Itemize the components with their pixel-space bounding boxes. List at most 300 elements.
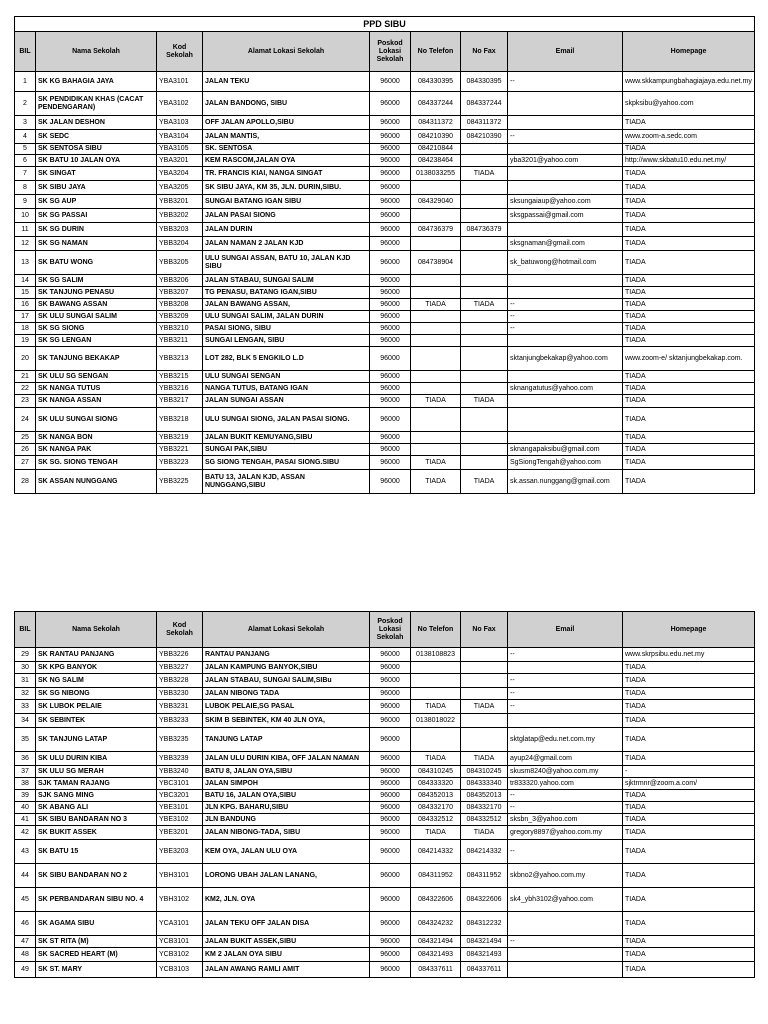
school-code-cell: YCB3102 bbox=[157, 948, 203, 962]
email-cell: -- bbox=[508, 323, 623, 335]
school-code-cell: YBB3228 bbox=[157, 674, 203, 688]
school-name-cell: SK LUBOK PELAIE bbox=[36, 700, 157, 714]
postcode-cell: 96000 bbox=[370, 936, 411, 948]
table-row bbox=[15, 728, 755, 752]
fax-cell: 084330395 bbox=[461, 72, 508, 92]
address-cell: JALAN DURIN bbox=[203, 223, 370, 237]
phone-cell bbox=[411, 688, 461, 700]
address-cell: LUBOK PELAIE,SG PASAL bbox=[203, 700, 370, 714]
school-name-cell: SK ULU SUNGAI SIONG bbox=[36, 408, 157, 432]
postcode-cell: 96000 bbox=[370, 766, 411, 778]
table-row bbox=[15, 936, 755, 948]
fax-cell: 084311952 bbox=[461, 864, 508, 888]
bil-cell: 47 bbox=[15, 936, 36, 948]
homepage-cell: TIADA bbox=[623, 662, 755, 674]
table-row bbox=[15, 662, 755, 674]
address-cell: PASAI SIONG, SIBU bbox=[203, 323, 370, 335]
address-cell: TR. FRANCIS KIAI, NANGA SINGAT bbox=[203, 167, 370, 181]
header-fax: No Fax bbox=[461, 612, 508, 648]
school-name-cell: SK TANJUNG LATAP bbox=[36, 728, 157, 752]
email-cell bbox=[508, 962, 623, 978]
email-cell: sknangatutus@yahoo.com bbox=[508, 383, 623, 395]
address-cell: TG PENASU, BATANG IGAN,SIBU bbox=[203, 287, 370, 299]
bil-cell: 49 bbox=[15, 962, 36, 978]
address-cell: SUNGAI LENGAN, SIBU bbox=[203, 335, 370, 347]
postcode-cell: 96000 bbox=[370, 116, 411, 130]
phone-cell: 084332170 bbox=[411, 802, 461, 814]
table-row bbox=[15, 223, 755, 237]
postcode-cell: 96000 bbox=[370, 223, 411, 237]
email-cell: sksgnaman@gmail.com bbox=[508, 237, 623, 251]
fax-cell bbox=[461, 662, 508, 674]
postcode-cell: 96000 bbox=[370, 962, 411, 978]
table-row bbox=[15, 155, 755, 167]
school-code-cell: YBB3227 bbox=[157, 662, 203, 674]
school-name-cell: SK TANJUNG BEKAKAP bbox=[36, 347, 157, 371]
header-alamat: Alamat Lokasi Sekolah bbox=[203, 32, 370, 72]
school-name-cell: SK ABANG ALI bbox=[36, 802, 157, 814]
postcode-cell: 96000 bbox=[370, 408, 411, 432]
bil-cell: 7 bbox=[15, 167, 36, 181]
homepage-cell: TIADA bbox=[623, 323, 755, 335]
homepage-cell: TIADA bbox=[623, 840, 755, 864]
homepage-cell: TIADA bbox=[623, 144, 755, 155]
table-row bbox=[15, 195, 755, 209]
table-row bbox=[15, 311, 755, 323]
email-cell: sknangapaksibu@gmail.com bbox=[508, 444, 623, 456]
homepage-cell: skpksibu@yahoo.com bbox=[623, 92, 755, 116]
fax-cell bbox=[461, 335, 508, 347]
fax-cell bbox=[461, 323, 508, 335]
email-cell: -- bbox=[508, 700, 623, 714]
postcode-cell: 96000 bbox=[370, 912, 411, 936]
phone-cell bbox=[411, 323, 461, 335]
postcode-cell: 96000 bbox=[370, 237, 411, 251]
page-title: PPD SIBU bbox=[15, 17, 755, 32]
header-alamat: Alamat Lokasi Sekolah bbox=[203, 612, 370, 648]
bil-cell: 1 bbox=[15, 72, 36, 92]
email-cell bbox=[508, 167, 623, 181]
fax-cell: 084312232 bbox=[461, 912, 508, 936]
email-cell bbox=[508, 144, 623, 155]
fax-cell bbox=[461, 383, 508, 395]
bil-cell: 21 bbox=[15, 371, 36, 383]
fax-cell: 084736379 bbox=[461, 223, 508, 237]
table-row bbox=[15, 688, 755, 700]
fax-cell: 084321494 bbox=[461, 936, 508, 948]
email-cell: ayup24@gmail.com bbox=[508, 752, 623, 766]
postcode-cell: 96000 bbox=[370, 948, 411, 962]
school-code-cell: YBB3240 bbox=[157, 766, 203, 778]
address-cell: JALAN AWANG RAMLI AMIT bbox=[203, 962, 370, 978]
address-cell: BATU 8, JALAN OYA,SIBU bbox=[203, 766, 370, 778]
address-cell: SKIM B SEBINTEK, KM 40 JLN OYA, bbox=[203, 714, 370, 728]
phone-cell bbox=[411, 287, 461, 299]
postcode-cell: 96000 bbox=[370, 662, 411, 674]
fax-cell bbox=[461, 456, 508, 470]
email-cell: sk_batuwong@hotmail.com bbox=[508, 251, 623, 275]
header-nama: Nama Sekolah bbox=[36, 32, 157, 72]
header-fax: No Fax bbox=[461, 32, 508, 72]
table-row bbox=[15, 432, 755, 444]
address-cell: JLN KPG. BAHARU,SIBU bbox=[203, 802, 370, 814]
table-row bbox=[15, 209, 755, 223]
postcode-cell: 96000 bbox=[370, 155, 411, 167]
fax-cell: 084321493 bbox=[461, 948, 508, 962]
homepage-cell: TIADA bbox=[623, 688, 755, 700]
email-cell: sksbn_3@yahoo.com bbox=[508, 814, 623, 826]
postcode-cell: 96000 bbox=[370, 432, 411, 444]
fax-cell: 084332512 bbox=[461, 814, 508, 826]
table-row bbox=[15, 275, 755, 287]
school-code-cell: YBB3210 bbox=[157, 323, 203, 335]
school-name-cell: SK NANGA TUTUS bbox=[36, 383, 157, 395]
homepage-cell: TIADA bbox=[623, 802, 755, 814]
homepage-cell: http://www.skbatu10.edu.net.my/ bbox=[623, 155, 755, 167]
school-name-cell: SK SG DURIN bbox=[36, 223, 157, 237]
postcode-cell: 96000 bbox=[370, 371, 411, 383]
postcode-cell: 96000 bbox=[370, 700, 411, 714]
address-cell: JALAN ULU DURIN KIBA, OFF JALAN NAMAN bbox=[203, 752, 370, 766]
bil-cell: 2 bbox=[15, 92, 36, 116]
school-code-cell: YBB3225 bbox=[157, 470, 203, 494]
fax-cell bbox=[461, 648, 508, 662]
school-code-cell: YBB3218 bbox=[157, 408, 203, 432]
table-row bbox=[15, 778, 755, 790]
phone-cell: 0138108823 bbox=[411, 648, 461, 662]
address-cell: JALAN KAMPUNG BANYOK,SIBU bbox=[203, 662, 370, 674]
header-telefon: No Telefon bbox=[411, 612, 461, 648]
school-code-cell: YBB3208 bbox=[157, 299, 203, 311]
address-cell: OFF JALAN APOLLO,SIBU bbox=[203, 116, 370, 130]
phone-cell: TIADA bbox=[411, 395, 461, 408]
homepage-cell: TIADA bbox=[623, 181, 755, 195]
bil-cell: 33 bbox=[15, 700, 36, 714]
phone-cell: 084210390 bbox=[411, 130, 461, 144]
fax-cell: 084337611 bbox=[461, 962, 508, 978]
address-cell: TANJUNG LATAP bbox=[203, 728, 370, 752]
school-code-cell: YBE3201 bbox=[157, 826, 203, 840]
email-cell: -- bbox=[508, 802, 623, 814]
homepage-cell: TIADA bbox=[623, 864, 755, 888]
school-name-cell: SK ULU SUNGAI SALIM bbox=[36, 311, 157, 323]
school-code-cell: YBA3103 bbox=[157, 116, 203, 130]
email-cell: SgSiongTengah@yahoo.com bbox=[508, 456, 623, 470]
bil-cell: 42 bbox=[15, 826, 36, 840]
table-row bbox=[15, 456, 755, 470]
header-kod: Kod Sekolah bbox=[157, 32, 203, 72]
bil-cell: 37 bbox=[15, 766, 36, 778]
school-name-cell: SK BATU 15 bbox=[36, 840, 157, 864]
bil-cell: 41 bbox=[15, 814, 36, 826]
fax-cell: TIADA bbox=[461, 470, 508, 494]
email-cell bbox=[508, 275, 623, 287]
school-name-cell: SK ULU SG MERAH bbox=[36, 766, 157, 778]
school-code-cell: YBB3216 bbox=[157, 383, 203, 395]
postcode-cell: 96000 bbox=[370, 864, 411, 888]
school-name-cell: SK ASSAN NUNGGANG bbox=[36, 470, 157, 494]
table-row bbox=[15, 92, 755, 116]
postcode-cell: 96000 bbox=[370, 92, 411, 116]
phone-cell bbox=[411, 444, 461, 456]
email-cell: -- bbox=[508, 648, 623, 662]
bil-cell: 14 bbox=[15, 275, 36, 287]
bil-cell: 46 bbox=[15, 912, 36, 936]
fax-cell bbox=[461, 144, 508, 155]
homepage-cell: TIADA bbox=[623, 311, 755, 323]
email-cell bbox=[508, 287, 623, 299]
table-body-1 bbox=[15, 72, 755, 494]
school-code-cell: YBA3105 bbox=[157, 144, 203, 155]
homepage-cell: TIADA bbox=[623, 700, 755, 714]
bil-cell: 45 bbox=[15, 888, 36, 912]
header-email: Email bbox=[508, 32, 623, 72]
table-row bbox=[15, 700, 755, 714]
fax-cell bbox=[461, 155, 508, 167]
school-name-cell: SJK TAMAN RAJANG bbox=[36, 778, 157, 790]
table-row bbox=[15, 752, 755, 766]
homepage-cell: TIADA bbox=[623, 237, 755, 251]
header-homepage: Homepage bbox=[623, 612, 755, 648]
homepage-cell: sjktrmnr@zoom.a.com/ bbox=[623, 778, 755, 790]
phone-cell: 084311952 bbox=[411, 864, 461, 888]
bil-cell: 15 bbox=[15, 287, 36, 299]
homepage-cell: TIADA bbox=[623, 912, 755, 936]
school-code-cell: YBB3202 bbox=[157, 209, 203, 223]
school-name-cell: SK TANJUNG PENASU bbox=[36, 287, 157, 299]
school-code-cell: YBB3211 bbox=[157, 335, 203, 347]
header-poskod: Poskod Lokasi Sekolah bbox=[370, 612, 411, 648]
bil-cell: 28 bbox=[15, 470, 36, 494]
phone-cell bbox=[411, 383, 461, 395]
phone-cell: 084210844 bbox=[411, 144, 461, 155]
homepage-cell: TIADA bbox=[623, 299, 755, 311]
school-name-cell: SK SG SALIM bbox=[36, 275, 157, 287]
homepage-cell: TIADA bbox=[623, 287, 755, 299]
address-cell: BATU 16, JALAN OYA,SIBU bbox=[203, 790, 370, 802]
bil-cell: 34 bbox=[15, 714, 36, 728]
phone-cell: 084337244 bbox=[411, 92, 461, 116]
table-row bbox=[15, 648, 755, 662]
school-name-cell: SK JALAN DESHON bbox=[36, 116, 157, 130]
postcode-cell: 96000 bbox=[370, 335, 411, 347]
homepage-cell: TIADA bbox=[623, 826, 755, 840]
email-cell: gregory8897@yahoo.com.my bbox=[508, 826, 623, 840]
fax-cell bbox=[461, 728, 508, 752]
bil-cell: 30 bbox=[15, 662, 36, 674]
phone-cell: 084736379 bbox=[411, 223, 461, 237]
school-name-cell: SK SG NIBONG bbox=[36, 688, 157, 700]
school-code-cell: YBB3205 bbox=[157, 251, 203, 275]
phone-cell bbox=[411, 662, 461, 674]
address-cell: LOT 282, BLK 5 ENGKILO L.D bbox=[203, 347, 370, 371]
phone-cell bbox=[411, 275, 461, 287]
address-cell: SUNGAI PAK,SIBU bbox=[203, 444, 370, 456]
address-cell: KM 2 JALAN OYA SIBU bbox=[203, 948, 370, 962]
table-row bbox=[15, 72, 755, 92]
email-cell: sktanjungbekakap@yahoo.com bbox=[508, 347, 623, 371]
address-cell: JALAN BUKIT ASSEK,SIBU bbox=[203, 936, 370, 948]
email-cell: sk4_ybh3102@yahoo.com bbox=[508, 888, 623, 912]
email-cell: -- bbox=[508, 299, 623, 311]
address-cell: SG SIONG TENGAH, PASAI SIONG.SIBU bbox=[203, 456, 370, 470]
email-cell: -- bbox=[508, 311, 623, 323]
homepage-cell: TIADA bbox=[623, 470, 755, 494]
bil-cell: 6 bbox=[15, 155, 36, 167]
header-nama: Nama Sekolah bbox=[36, 612, 157, 648]
table-row bbox=[15, 323, 755, 335]
table-row bbox=[15, 144, 755, 155]
address-cell: KM2, JLN. OYA bbox=[203, 888, 370, 912]
school-table-2 bbox=[14, 611, 755, 978]
school-name-cell: SK SG. SIONG TENGAH bbox=[36, 456, 157, 470]
school-code-cell: YBE3102 bbox=[157, 814, 203, 826]
fax-cell bbox=[461, 237, 508, 251]
homepage-cell: TIADA bbox=[623, 674, 755, 688]
email-cell: -- bbox=[508, 936, 623, 948]
address-cell: KEM OYA, JALAN ULU OYA bbox=[203, 840, 370, 864]
bil-cell: 27 bbox=[15, 456, 36, 470]
school-code-cell: YBE3203 bbox=[157, 840, 203, 864]
phone-cell: 084332512 bbox=[411, 814, 461, 826]
homepage-cell: www.skkampungbahagiajaya.edu.net.my bbox=[623, 72, 755, 92]
table-body-2 bbox=[15, 648, 755, 978]
table-row bbox=[15, 130, 755, 144]
fax-cell: 084352013 bbox=[461, 790, 508, 802]
phone-cell: 084337611 bbox=[411, 962, 461, 978]
email-cell bbox=[508, 223, 623, 237]
homepage-cell: TIADA bbox=[623, 195, 755, 209]
homepage-cell: TIADA bbox=[623, 714, 755, 728]
bil-cell: 25 bbox=[15, 432, 36, 444]
fax-cell: TIADA bbox=[461, 395, 508, 408]
bil-cell: 10 bbox=[15, 209, 36, 223]
school-name-cell: SK BATU 10 JALAN OYA bbox=[36, 155, 157, 167]
email-cell: tr833320.yahoo.com bbox=[508, 778, 623, 790]
fax-cell: TIADA bbox=[461, 752, 508, 766]
fax-cell bbox=[461, 275, 508, 287]
bil-cell: 22 bbox=[15, 383, 36, 395]
postcode-cell: 96000 bbox=[370, 287, 411, 299]
homepage-cell: www.skrpsibu.edu.net.my bbox=[623, 648, 755, 662]
bil-cell: 20 bbox=[15, 347, 36, 371]
header-email: Email bbox=[508, 612, 623, 648]
homepage-cell: TIADA bbox=[623, 371, 755, 383]
table-row bbox=[15, 383, 755, 395]
address-cell: JALAN STABAU, SUNGAI SALIM bbox=[203, 275, 370, 287]
school-name-cell: SK SG AUP bbox=[36, 195, 157, 209]
school-code-cell: YBA3201 bbox=[157, 155, 203, 167]
table-row bbox=[15, 444, 755, 456]
school-code-cell: YBB3217 bbox=[157, 395, 203, 408]
fax-cell: 084333340 bbox=[461, 778, 508, 790]
postcode-cell: 96000 bbox=[370, 167, 411, 181]
school-name-cell: SK PENDIDIKAN KHAS (CACAT PENDENGARAN) bbox=[36, 92, 157, 116]
table-row bbox=[15, 766, 755, 778]
email-cell: skusm8240@yahoo.com.my bbox=[508, 766, 623, 778]
fax-cell bbox=[461, 287, 508, 299]
table-row bbox=[15, 371, 755, 383]
school-name-cell: SK NANGA PAK bbox=[36, 444, 157, 456]
table-row bbox=[15, 287, 755, 299]
fax-cell bbox=[461, 181, 508, 195]
table-row bbox=[15, 167, 755, 181]
address-cell: BATU 13, JALAN KJD, ASSAN NUNGGANG,SIBU bbox=[203, 470, 370, 494]
school-name-cell: SK BAWANG ASSAN bbox=[36, 299, 157, 311]
address-cell: SUNGAI BATANG IGAN SIBU bbox=[203, 195, 370, 209]
phone-cell bbox=[411, 674, 461, 688]
bil-cell: 43 bbox=[15, 840, 36, 864]
fax-cell: TIADA bbox=[461, 299, 508, 311]
school-code-cell: YBB3201 bbox=[157, 195, 203, 209]
address-cell: NANGA TUTUS, BATANG IGAN bbox=[203, 383, 370, 395]
fax-cell: 084214332 bbox=[461, 840, 508, 864]
bil-cell: 36 bbox=[15, 752, 36, 766]
homepage-cell: TIADA bbox=[623, 888, 755, 912]
school-code-cell: YBB3233 bbox=[157, 714, 203, 728]
school-code-cell: YBB3209 bbox=[157, 311, 203, 323]
fax-cell: 084210390 bbox=[461, 130, 508, 144]
phone-cell: TIADA bbox=[411, 700, 461, 714]
postcode-cell: 96000 bbox=[370, 688, 411, 700]
homepage-cell: TIADA bbox=[623, 383, 755, 395]
phone-cell bbox=[411, 181, 461, 195]
homepage-cell: TIADA bbox=[623, 223, 755, 237]
postcode-cell: 96000 bbox=[370, 209, 411, 223]
phone-cell bbox=[411, 728, 461, 752]
bil-cell: 18 bbox=[15, 323, 36, 335]
school-name-cell: SK BATU WONG bbox=[36, 251, 157, 275]
school-name-cell: SK SEDC bbox=[36, 130, 157, 144]
phone-cell bbox=[411, 347, 461, 371]
postcode-cell: 96000 bbox=[370, 648, 411, 662]
table-row bbox=[15, 408, 755, 432]
address-cell: KEM RASCOM,JALAN OYA bbox=[203, 155, 370, 167]
homepage-cell: TIADA bbox=[623, 790, 755, 802]
school-name-cell: SK SG SIONG bbox=[36, 323, 157, 335]
homepage-cell: TIADA bbox=[623, 395, 755, 408]
school-name-cell: SK SG PASSAI bbox=[36, 209, 157, 223]
email-cell: sk.assan.nunggang@gmail.com bbox=[508, 470, 623, 494]
postcode-cell: 96000 bbox=[370, 456, 411, 470]
table-row bbox=[15, 251, 755, 275]
address-cell: ULU SUNGAI SALIM, JALAN DURIN bbox=[203, 311, 370, 323]
table-row bbox=[15, 802, 755, 814]
school-name-cell: SK SEBINTEK bbox=[36, 714, 157, 728]
address-cell: RANTAU PANJANG bbox=[203, 648, 370, 662]
phone-cell bbox=[411, 408, 461, 432]
email-cell bbox=[508, 395, 623, 408]
school-code-cell: YBB3204 bbox=[157, 237, 203, 251]
school-name-cell: SK KG BAHAGIA JAYA bbox=[36, 72, 157, 92]
postcode-cell: 96000 bbox=[370, 470, 411, 494]
postcode-cell: 96000 bbox=[370, 195, 411, 209]
school-code-cell: YBB3203 bbox=[157, 223, 203, 237]
postcode-cell: 96000 bbox=[370, 72, 411, 92]
table-row bbox=[15, 840, 755, 864]
homepage-cell: TIADA bbox=[623, 432, 755, 444]
phone-cell: 084333320 bbox=[411, 778, 461, 790]
address-cell: JALAN TEKU OFF JALAN DISA bbox=[203, 912, 370, 936]
address-cell: JALAN NIBONG-TADA, SIBU bbox=[203, 826, 370, 840]
address-cell: JALAN NIBONG TADA bbox=[203, 688, 370, 700]
bil-cell: 40 bbox=[15, 802, 36, 814]
school-name-cell: SK SINGAT bbox=[36, 167, 157, 181]
school-name-cell: SK ULU DURIN KIBA bbox=[36, 752, 157, 766]
fax-cell bbox=[461, 432, 508, 444]
school-code-cell: YBE3101 bbox=[157, 802, 203, 814]
table-row bbox=[15, 181, 755, 195]
